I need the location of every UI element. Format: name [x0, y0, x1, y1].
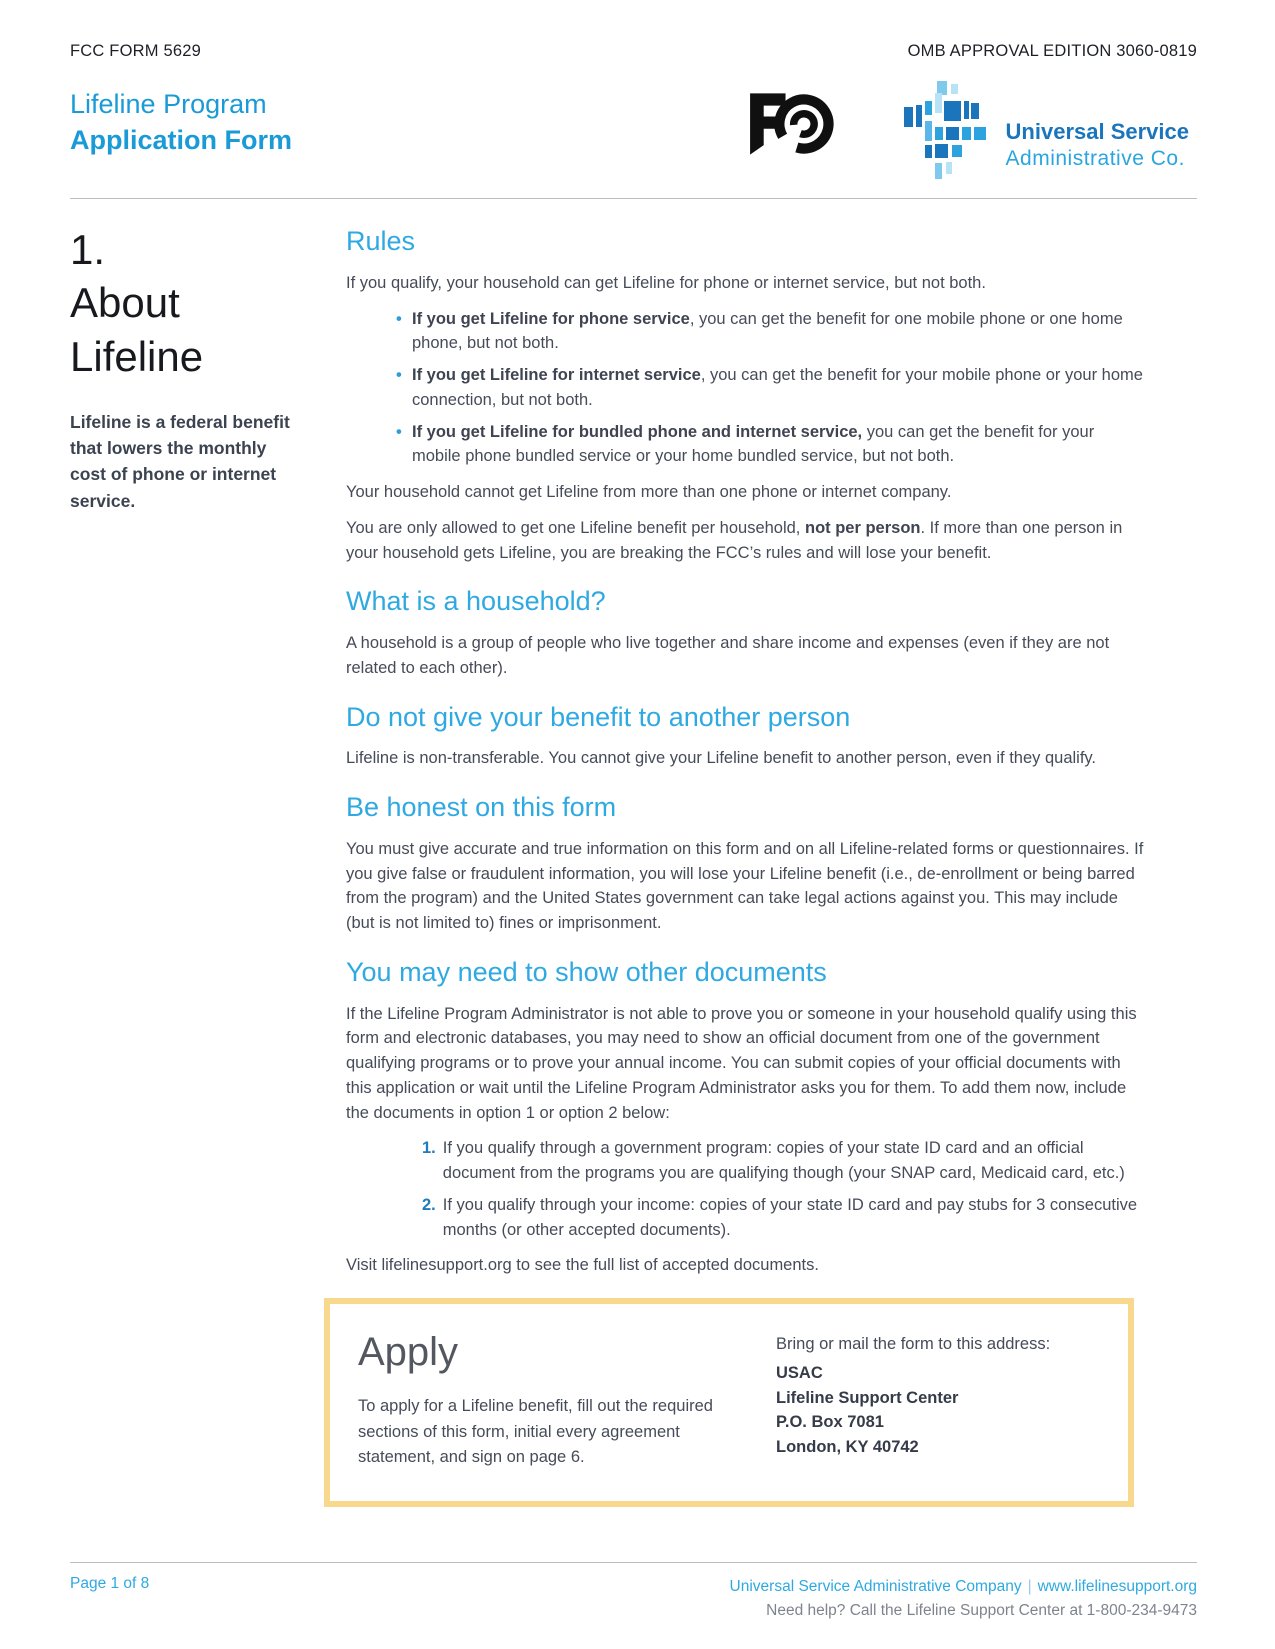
heading-honest: Be honest on this form	[346, 792, 617, 822]
apply-body: To apply for a Lifeline benefit, fill out the required sections of this form, initial every agreement statement, and sign on page 6.	[358, 1397, 713, 1467]
address-line-center: Lifeline Support Center	[776, 1388, 959, 1407]
section-title-word2: Lifeline	[70, 332, 204, 380]
footer-help-line: Need help? Call the Lifeline Support Center at 1-800-234-9473	[766, 1601, 1197, 1619]
section-sidebar	[70, 223, 320, 1507]
logo-group	[746, 81, 1197, 186]
rules-intro: If you qualify, your household can get Lifeline for phone or internet service, but not both.	[346, 273, 986, 292]
footer-separator: |	[1027, 1577, 1032, 1595]
fcc-logo-icon	[746, 81, 838, 172]
usac-mosaic-icon	[904, 81, 992, 186]
apply-mailing-address	[776, 1330, 1050, 1471]
usac-logo	[904, 81, 1189, 186]
masthead	[70, 87, 1197, 186]
household-body: A household is a group of people who live together and share income and expenses (even if they are not related to each other).	[346, 634, 1110, 677]
header-divider	[70, 198, 1197, 199]
apply-instructions	[358, 1330, 738, 1471]
footer-url-link[interactable]: www.lifelinesupport.org	[1037, 1577, 1197, 1595]
apply-callout-box	[324, 1298, 1134, 1507]
rules-para-per-household: You are only allowed to get one Lifeline benefit per household, not per person. If more than one person in your household gets Lifeline, you are breaking the FCC’s rules and will lose your benefit.	[346, 518, 1123, 562]
address-line-usac: USAC	[776, 1363, 823, 1382]
usac-name-line1: Universal Service	[1005, 119, 1189, 145]
omb-approval: OMB APPROVAL EDITION 3060-0819	[907, 42, 1197, 60]
heading-transfer: Do not give your benefit to another person	[346, 701, 851, 732]
documents-body: If the Lifeline Program Administrator is not able to prove you or someone in your household qualify using this form and electronic databases, you may need to show an official document from one of the government qualifying programs or to prove your annual income. You can submit copies of your official documents with this application or wait until the Lifeline Program Administrator asks you for them. To add them now, include the documents in option 1 or option 2 below:	[346, 1004, 1137, 1122]
page-footer	[70, 1562, 1197, 1623]
option-2-number: 2.	[422, 1195, 436, 1214]
heading-rules: Rules	[346, 226, 416, 256]
rules-bullet-list	[396, 307, 1146, 470]
section-title-word1: About	[70, 279, 180, 327]
footer-divider	[70, 1562, 1197, 1563]
title-program: Lifeline Program	[70, 89, 267, 119]
top-bar	[70, 42, 1197, 61]
heading-documents: You may need to show other documents	[346, 956, 827, 987]
documents-option-2: 2. If you qualify through your income: copies of your state ID card and pay stubs for 3 consecutive months (or other accepted documents).	[422, 1193, 1146, 1243]
documents-visit-note: Visit lifelinesupport.org to see the full list of accepted documents.	[346, 1256, 819, 1275]
rules-bullet-bundled: • If you get Lifeline for bundled phone and internet service, you can get the benefit for your mobile phone bundled service or your home bundled service, but not both.	[396, 420, 1146, 470]
address-line-pobox: P.O. Box 7081	[776, 1413, 884, 1432]
footer-org-line	[730, 1575, 1197, 1599]
rules-bullet-phone: • If you get Lifeline for phone service, you can get the benefit for one mobile phone or one home phone, but not both.	[396, 307, 1146, 357]
documents-option-list	[422, 1136, 1146, 1242]
documents-option-1: 1. If you qualify through a government program: copies of your state ID card and an official document from the programs you are qualifying though (your SNAP card, Medicaid card, etc.)	[422, 1136, 1146, 1186]
title-application-form: Application Form	[70, 125, 292, 156]
rules-para-one-company: Your household cannot get Lifeline from more than one phone or internet company.	[346, 483, 952, 501]
usac-logo-text	[1006, 95, 1189, 172]
section-number: 1.	[70, 226, 106, 273]
content-columns	[70, 223, 1197, 1507]
document-title	[70, 87, 292, 159]
main-column	[346, 223, 1146, 1507]
footer-contact-block	[730, 1575, 1197, 1623]
heading-household: What is a household?	[346, 586, 606, 617]
address-label: Bring or mail the form to this address:	[776, 1335, 1051, 1353]
heading-apply: Apply	[358, 1330, 459, 1374]
address-line-city: London, KY 40742	[776, 1438, 919, 1456]
footer-org-name: Universal Service Administrative Company	[729, 1577, 1022, 1595]
usac-name-line2: Administrative Co.	[1005, 146, 1185, 170]
option-1-number: 1.	[422, 1139, 436, 1158]
transfer-body: Lifeline is non-transferable. You cannot give your Lifeline benefit to another person, even if they qualify.	[346, 749, 1097, 768]
honest-body: You must give accurate and true information on this form and on all Lifeline-related forms or questionnaires. If you give false or fraudulent information, you will lose your Lifeline benefit (i.e., de-enrollment or being barred from the program) and the United States government can take legal actions against you. This may include (but is not limited to) fines or imprisonment.	[346, 839, 1144, 932]
page-indicator: Page 1 of 8	[70, 1574, 150, 1592]
form-number: FCC FORM 5629	[70, 42, 201, 60]
rules-bullet-internet: • If you get Lifeline for internet service, you can get the benefit for your mobile phone or your home connection, but not both.	[396, 363, 1146, 413]
section-lead-text: Lifeline is a federal benefit that lowers the monthly cost of phone or internet service.	[70, 411, 290, 511]
